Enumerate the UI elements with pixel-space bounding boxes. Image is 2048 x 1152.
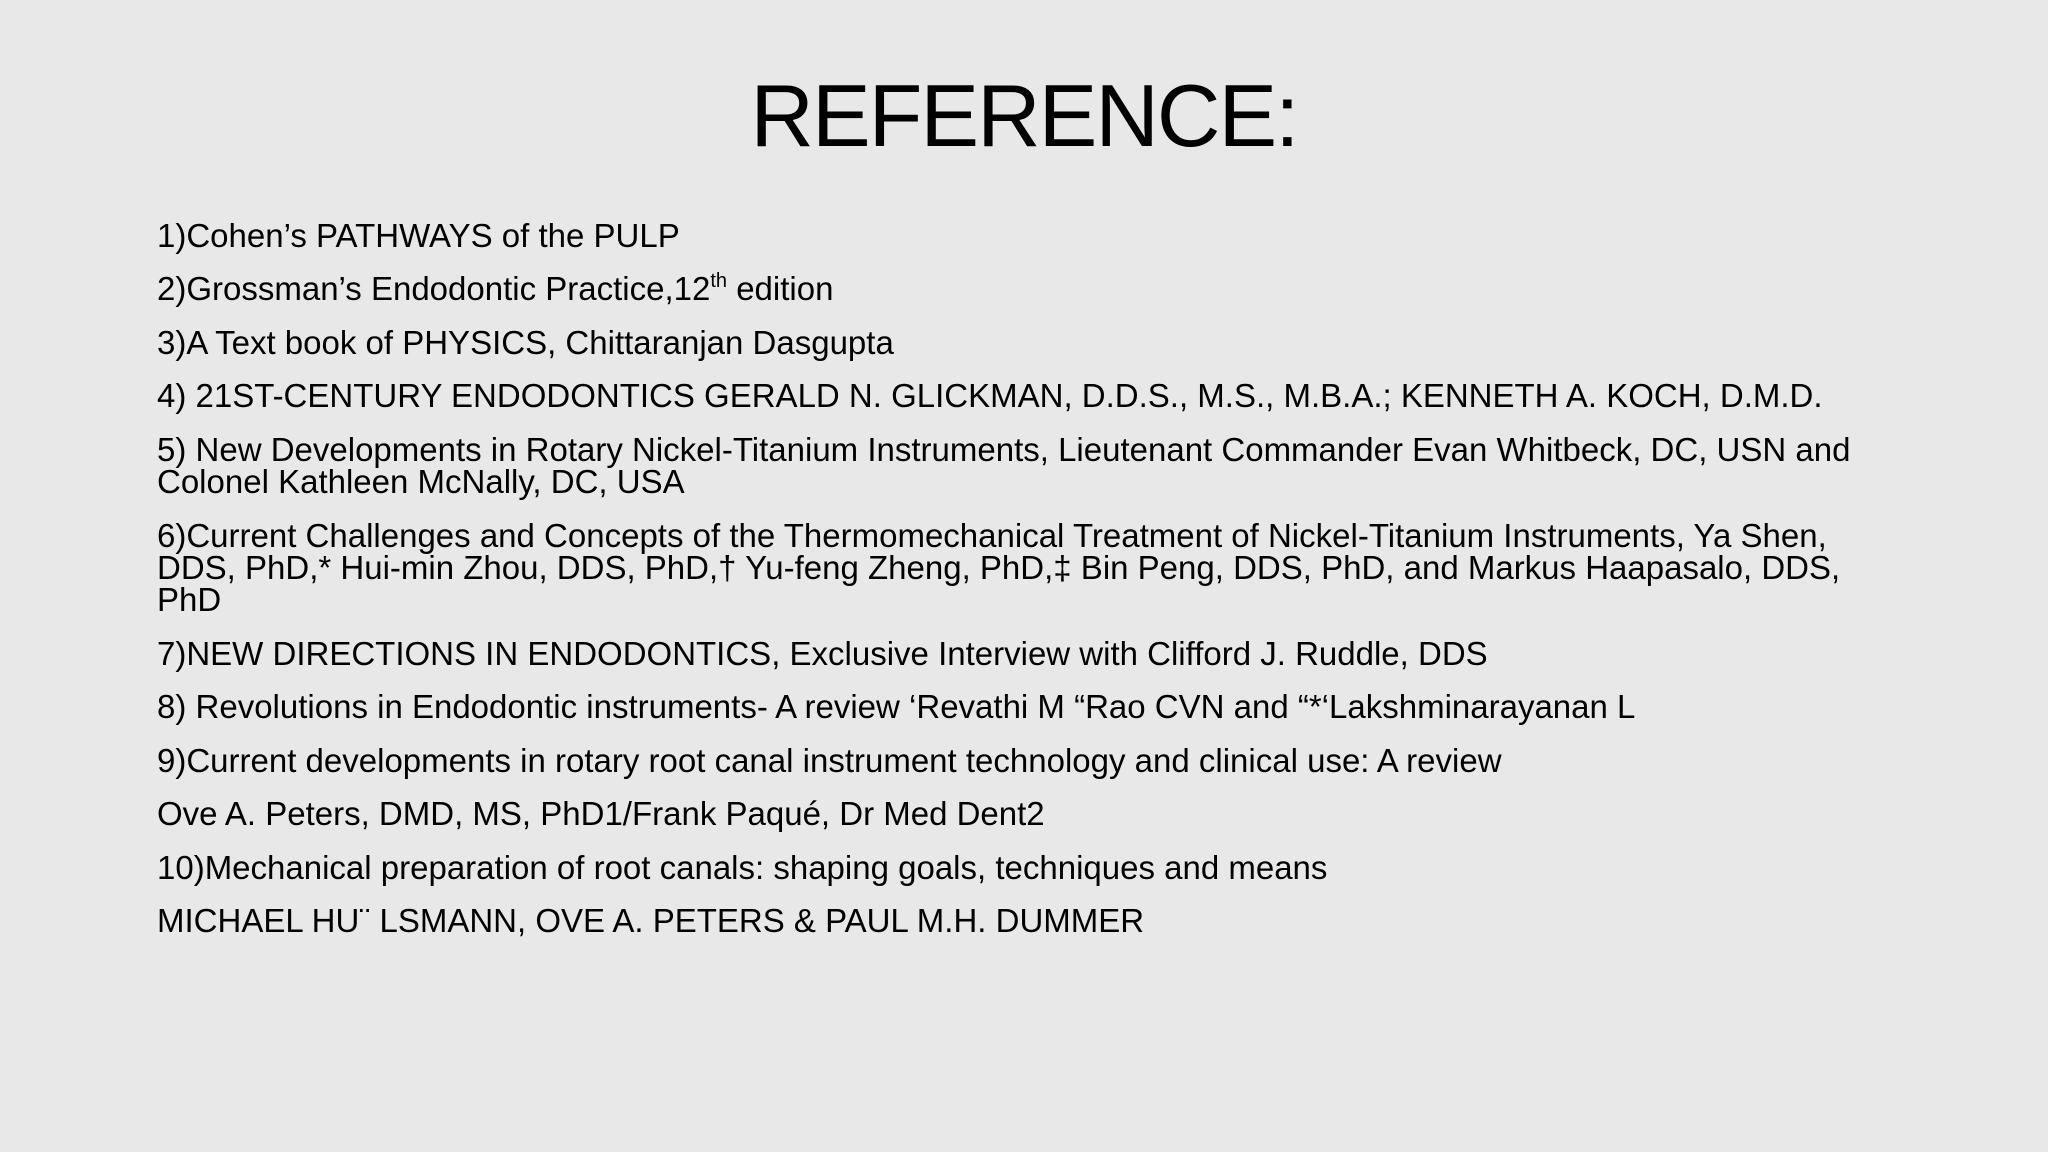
reference-item-8: 8) Revolutions in Endodontic instruments- A review ‘Revathi M “Rao CVN and “*‘Lakshminarayanan L bbox=[157, 688, 1636, 725]
reference-item-2-text: 2)Grossman’s Endodontic Practice,12 bbox=[157, 270, 711, 307]
reference-item-7: 7)NEW DIRECTIONS IN ENDODONTICS, Exclusive Interview with Clifford J. Ruddle, DDS bbox=[157, 635, 1488, 672]
reference-item-5: 5) New Developments in Rotary Nickel-Titanium Instruments, Lieutenant Commander Evan Whitbeck, DC, USN and Colonel Kathleen McNally, DC, USA bbox=[157, 431, 1851, 500]
slide-title: REFERENCE: bbox=[750, 66, 1298, 165]
reference-item-10: 10)Mechanical preparation of root canals: shaping goals, techniques and means bbox=[157, 849, 1328, 886]
reference-item-4: 4) 21ST-CENTURY ENDODONTICS GERALD N. GLICKMAN, D.D.S., M.S., M.B.A.; KENNETH A. KOCH, D.M.D. bbox=[157, 377, 1823, 414]
reference-item-10-authors: MICHAEL HU¨ LSMANN, OVE A. PETERS & PAUL M.H. DUMMER bbox=[157, 902, 1145, 939]
reference-item-3: 3)A Text book of PHYSICS, Chittaranjan Dasgupta bbox=[157, 324, 894, 361]
reference-item-9-authors: Ove A. Peters, DMD, MS, PhD1/Frank Paqué, Dr Med Dent2 bbox=[157, 795, 1045, 832]
reference-item-2 bbox=[157, 270, 834, 307]
reference-item-1: 1)Cohen’s PATHWAYS of the PULP bbox=[157, 217, 680, 254]
reference-item-6: 6)Current Challenges and Concepts of the Thermomechanical Treatment of Nickel-Titanium Instruments, Ya Shen, DDS, PhD,* Hui-min Zhou, DDS, PhD,† Yu-feng Zheng, PhD,‡ Bin Peng, DDS, PhD, and Markus Haapasalo, DDS, PhD bbox=[157, 517, 1841, 618]
reference-item-2-suffix: edition bbox=[727, 270, 834, 307]
reference-item-9: 9)Current developments in rotary root canal instrument technology and clinical use: A review bbox=[157, 742, 1502, 779]
reference-item-2-superscript: th bbox=[710, 270, 728, 292]
